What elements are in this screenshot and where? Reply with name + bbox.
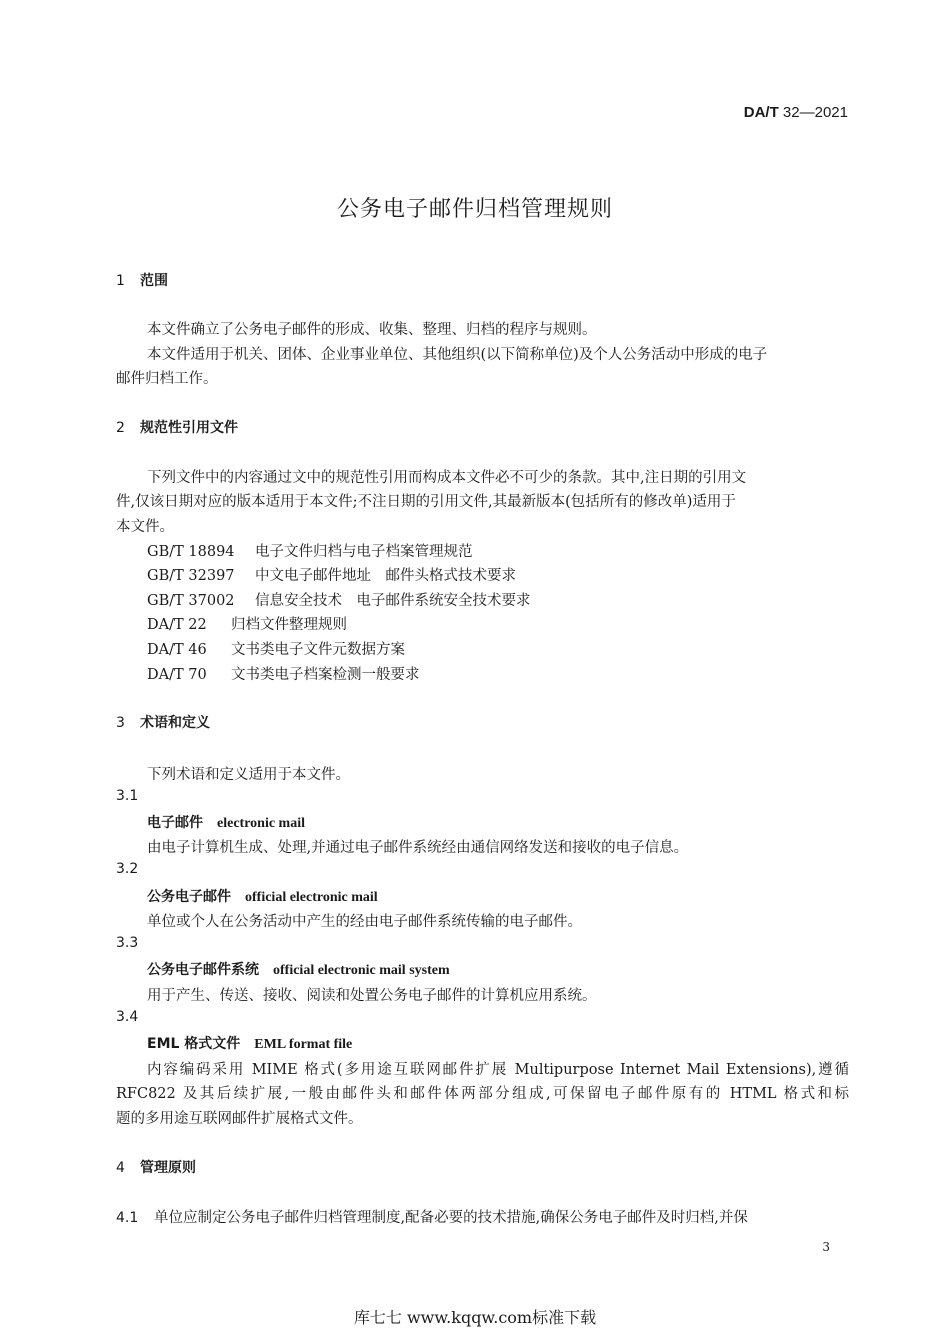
term-definition: 由电子计算机生成、处理,并通过电子邮件系统经由通信网络发送和接收的电子信息。 xyxy=(147,840,689,856)
section-1-paragraph: 本文件确立了公务电子邮件的形成、收集、整理、归档的程序与规则。 xyxy=(147,322,597,338)
term-heading: 电子邮件 electronic mail xyxy=(147,815,305,831)
section-4-heading: 4 管理原则 xyxy=(116,1160,196,1176)
section-2-paragraph: 件,仅该日期对应的版本适用于本文件;不注日期的引用文件,其最新版本(包括所有的修改单)适用于 xyxy=(116,494,736,510)
section-1-paragraph: 本文件适用于机关、团体、企业事业单位、其他组织(以下简称单位)及个人公务活动中形成的电子 xyxy=(147,347,768,363)
footer-watermark: 库七七 www.kqqw.com标准下载 xyxy=(353,1308,597,1327)
term-number: 3.4 xyxy=(116,1009,139,1025)
reference-item: GB/T 37002 信息安全技术 电子邮件系统安全技术要求 xyxy=(147,593,531,609)
reference-item: DA/T 22 归档文件整理规则 xyxy=(147,617,347,633)
section-3-heading: 3 术语和定义 xyxy=(116,715,210,731)
section-3-intro: 下列术语和定义适用于本文件。 xyxy=(147,767,350,783)
section-2-heading: 2 规范性引用文件 xyxy=(116,420,238,436)
term-number: 3.3 xyxy=(116,935,139,951)
reference-item: GB/T 18894 电子文件归档与电子档案管理规范 xyxy=(147,544,473,560)
clause-4-1: 4.1 单位应制定公务电子邮件归档管理制度,配备必要的技术措施,确保公务电子邮件及时归档,并保 xyxy=(116,1210,748,1226)
section-1-heading: 1 范围 xyxy=(116,273,168,289)
section-1-paragraph: 邮件归档工作。 xyxy=(116,371,218,387)
term-heading: 公务电子邮件 official electronic mail xyxy=(147,889,378,905)
reference-item: GB/T 32397 中文电子邮件地址 邮件头格式技术要求 xyxy=(147,568,516,584)
term-definition: RFC822 及其后续扩展,一般由邮件头和邮件体两部分组成,可保留电子邮件原有的 HTML 格式和标 xyxy=(116,1086,849,1102)
term-number: 3.2 xyxy=(116,861,139,877)
section-2-paragraph: 本文件。 xyxy=(116,519,174,535)
term-number: 3.1 xyxy=(116,788,139,804)
term-heading: 公务电子邮件系统 official electronic mail system xyxy=(147,962,450,978)
term-definition: 用于产生、传送、接收、阅读和处置公务电子邮件的计算机应用系统。 xyxy=(147,988,597,1004)
standard-code: DA/T 32—2021 xyxy=(743,104,848,121)
page-number: 3 xyxy=(822,1240,830,1254)
term-heading: EML 格式文件 EML format file xyxy=(147,1036,353,1052)
reference-item: DA/T 70 文书类电子档案检测一般要求 xyxy=(147,667,420,683)
section-2-paragraph: 下列文件中的内容通过文中的规范性引用而构成本文件必不可少的条款。其中,注日期的引用文 xyxy=(147,470,747,486)
reference-item: DA/T 46 文书类电子文件元数据方案 xyxy=(147,642,405,658)
term-definition: 内容编码采用 MIME 格式(多用途互联网邮件扩展 Multipurpose Internet Mail Extensions),遵循 xyxy=(147,1062,849,1078)
document-title: 公务电子邮件归档管理规则 xyxy=(336,197,613,222)
term-definition: 题的多用途互联网邮件扩展格式文件。 xyxy=(116,1111,363,1127)
term-definition: 单位或个人在公务活动中产生的经由电子邮件系统传输的电子邮件。 xyxy=(147,914,582,930)
